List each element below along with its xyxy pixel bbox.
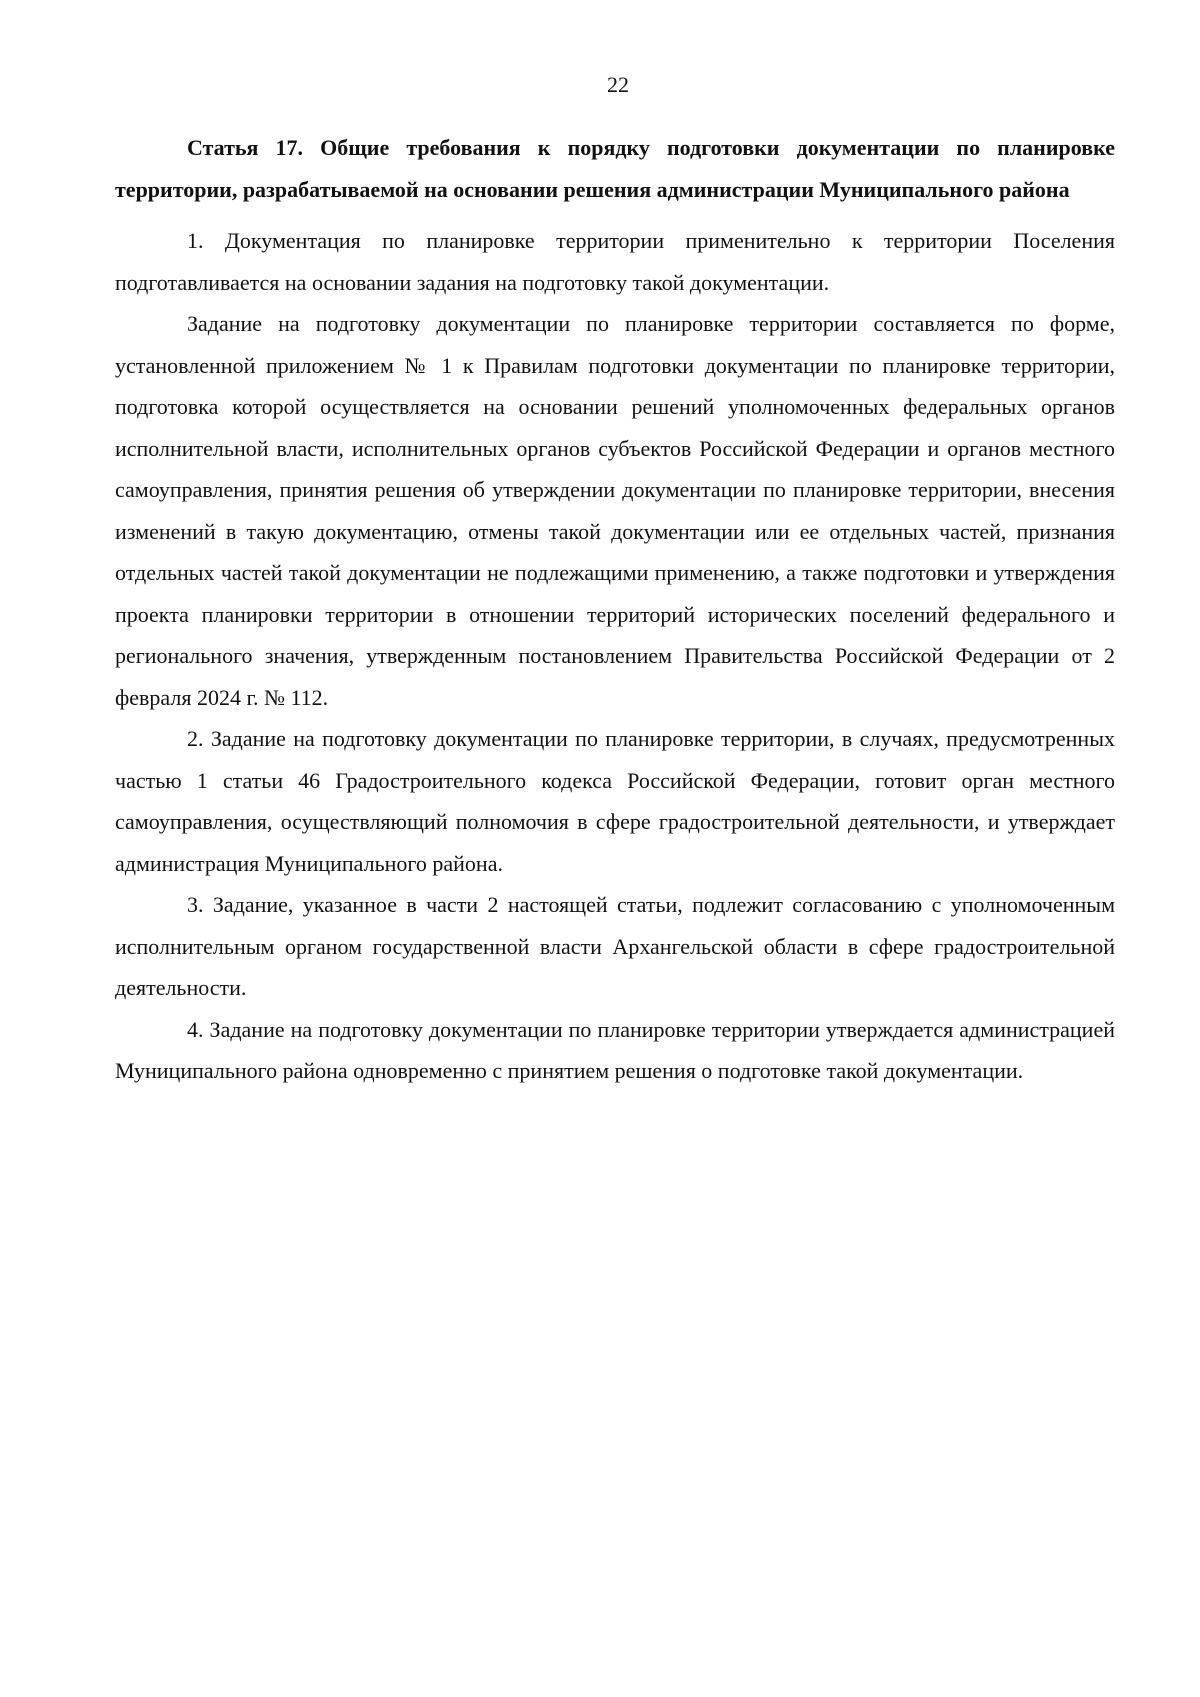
- article-17: [115, 127, 1115, 1092]
- page-number: 22: [607, 72, 629, 97]
- paragraph-4: 4. Задание на подготовку документации по планировке территории утверждается администрацией Муниципального района одновременно с принятием решения о подготовке такой документации.: [115, 1016, 1115, 1083]
- paragraph-task-form: Задание на подготовку документации по планировке территории составляется по форме, установленной приложением № 1 к Правилам подготовки документации по планировке территории, подготовка которой осуществляется на основании решений уполномоченных федеральных органов исполнительной власти, исполнительных органов субъектов Российской Федерации и органов местного самоуправления, принятия решения об утверждении документации по планировке территории, внесения изменений в такую документацию, отмены такой документации или ее отдельных частей, признания отдельных частей такой документации не подлежащими применению, а также подготовки и утверждения проекта планировки территории в отношении территорий исторических поселений федерального и регионального значения, утвержденным постановлением Правительства Российской Федерации от 2 февраля 2024 г. № 112.: [115, 311, 1115, 710]
- paragraph-2: 2. Задание на подготовку документации по планировке территории, в случаях, предусмотренных частью 1 статьи 46 Градостроительного кодекса Российской Федерации, готовит орган местного самоуправления, осуществляющий полномочия в сфере градостроительной деятельности, и утверждает администрация Муниципального района.: [115, 726, 1115, 876]
- article-heading: Статья 17. Общие требования к порядку подготовки документации по планировке территории, разрабатываемой на основании решения администрации Муниципального района: [115, 135, 1115, 202]
- paragraph-1: 1. Документация по планировке территории применительно к территории Поселения подготавливается на основании задания на подготовку такой документации.: [115, 228, 1115, 295]
- paragraph-3: 3. Задание, указанное в части 2 настоящей статьи, подлежит согласованию с уполномоченным исполнительным органом государственной власти Архангельской области в сфере градостроительной деятельности.: [115, 892, 1115, 1000]
